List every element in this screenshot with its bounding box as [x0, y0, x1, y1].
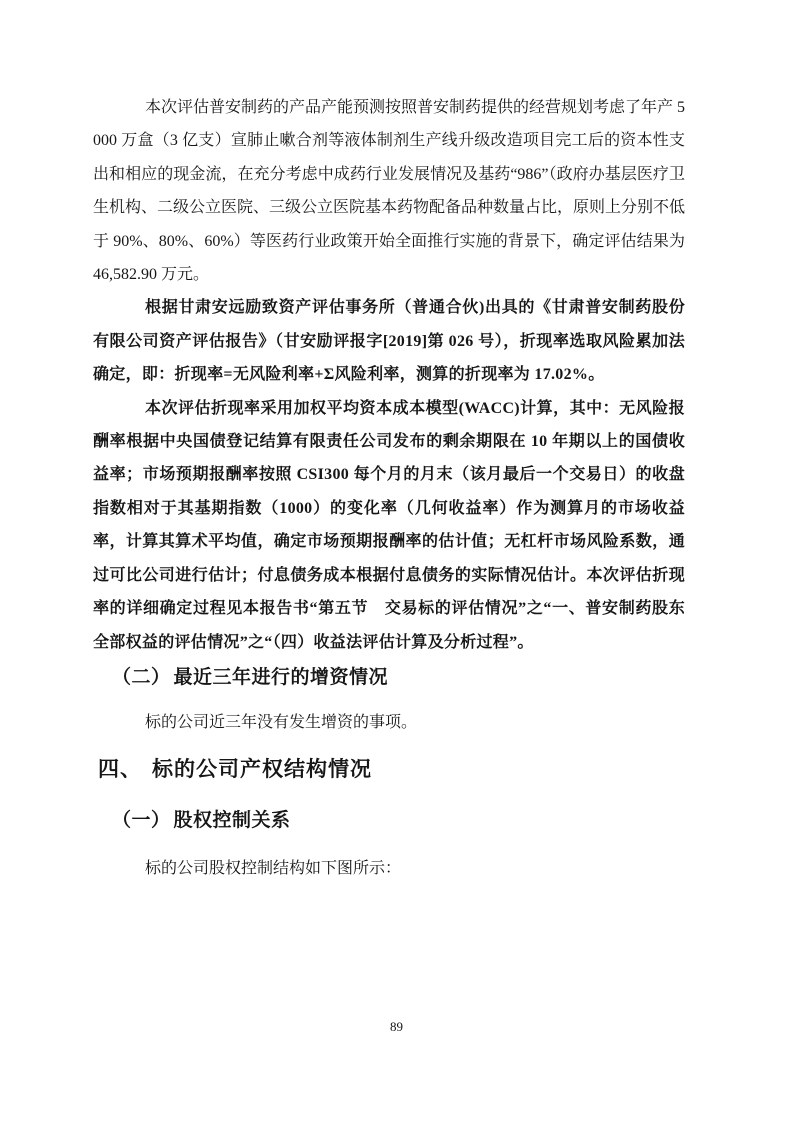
- heading-capital-increase-number: （二）: [112, 666, 171, 688]
- page-content: [93, 0, 685, 886]
- heading-equity-control-number: （一）: [112, 810, 171, 832]
- heading-ownership-structure-label: 标的公司产权结构情况: [152, 758, 372, 782]
- heading-ownership-structure: [98, 755, 685, 784]
- paragraph-capacity-forecast: 本次评估普安制药的产品产能预测按照普安制药提供的经营规划考虑了年产 5000 万盒（3 亿支）宣肺止嗽合剂等液体制剂生产线升级改造项目完工后的资本性支出和相应的现金流，在充分考虑中成药行业发展情况及基药“986”（政府办基层医疗卫生机构、二级公立医院、三级公立医院基本药物配备品种数量占比，原则上分别不低于 90%、80%、60%）等医药行业政策开始全面推行实施的背景下，确定评估结果为 46,582.90 万元。: [93, 99, 686, 284]
- heading-equity-control-label: 股权控制关系: [173, 810, 291, 832]
- paragraph-equity-control: 标的公司股权控制结构如下图所示：: [145, 860, 402, 878]
- page-number: 89: [390, 1019, 403, 1034]
- paragraph-discount-rate-selection: 根据甘肃安远励致资产评估事务所（普通合伙)出具的《甘肃普安制药股份有限公司资产评估报告》（甘安励评报字[2019]第 026 号），折现率选取风险累加法确定，即：折现率=无风险利率+Σ风险利率，测算的折现率为 17.02%。: [93, 299, 685, 384]
- heading-ownership-structure-number: 四、: [98, 758, 142, 782]
- heading-capital-increase: [112, 664, 685, 691]
- heading-equity-control: [112, 807, 685, 834]
- paragraph-capital-increase: 标的公司近三年没有发生增资的事项。: [145, 713, 418, 731]
- paragraph-wacc-method: 本次评估折现率采用加权平均资本成本模型(WACC)计算，其中：无风险报酬率根据中央国债登记结算有限责任公司发布的剩余期限在 10 年期以上的国债收益率；市场预期报酬率按照 CSI300 每个月的月末（该月最后一个交易日）的收盘指数相对于其基期指数（1000）的变化率（几何收益率）作为测算月的市场收益率，计算其算术平均值，确定市场预期报酬率的估计值；无杠杆市场风险系数，通过可比公司进行估计；付息债务成本根据付息债务的实际情况估计。本次评估折现率的详细确定过程见本报告书“第五节 交易标的评估情况”之“一、普安制药股东全部权益的评估情况”之“（四）收益法评估计算及分析过程”。: [93, 399, 685, 651]
- heading-capital-increase-label: 最近三年进行的增资情况: [173, 666, 389, 688]
